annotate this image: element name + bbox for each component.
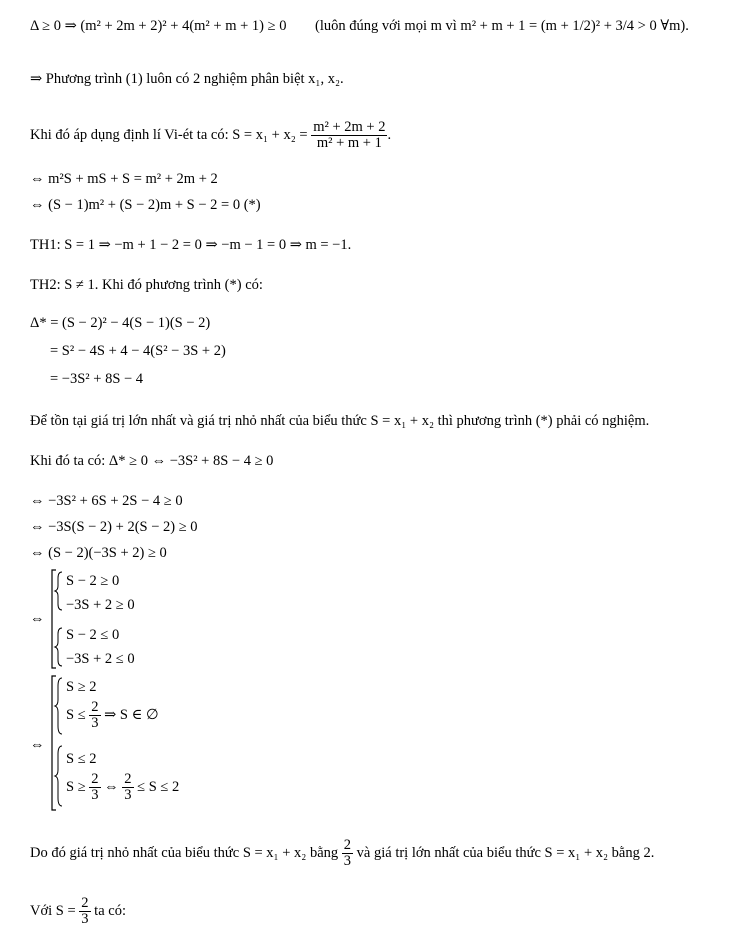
- two-roots-statement: ⇒ Phương trình (1) luôn có 2 nghiệm phân biệt x₁, x₂.: [30, 71, 344, 87]
- equivalence-arrow-1: ⇔: [30, 611, 45, 627]
- system-3-line-1: S ≥ 2: [66, 679, 97, 695]
- delta-condition: Δ ≥ 0 ⇒ (m² + 2m + 2)² + 4(m² + m + 1) ≥ 0: [30, 18, 287, 34]
- system-2-line-2: −3S + 2 ≤ 0: [66, 651, 135, 667]
- case-1: TH1: S = 1 ⇒ −m + 1 − 2 = 0 ⇒ −m − 1 = 0 ⇒ m = −1.: [30, 237, 352, 253]
- system-3-line-2: S ≤ $\frac{2}{3}$ ⇒ S ∈ ∅: [66, 699, 159, 731]
- equation-line-2: ⇔ (S − 1)m² + (S − 2)m + S − 2 = 0 (*): [30, 197, 261, 213]
- system-4-line-2: S ≥ $\frac{2}{3}$ ⇔ $\frac{2}{3}$ ≤ S ≤ 2: [66, 771, 180, 803]
- discriminant-line-2: = S² − 4S + 4 − 4(S² − 3S + 2): [50, 343, 226, 359]
- system-2-line-1: S − 2 ≤ 0: [66, 627, 120, 643]
- final-line: Với S = $\frac{2}{3}$ ta có:: [30, 895, 126, 927]
- delta-note: (luôn đúng với mọi m vì m² + m + 1 = (m + 1/2)² + 3/4 > 0 ∀m).: [315, 18, 689, 34]
- bracket-2: [46, 674, 68, 812]
- inequality-step-1: ⇔ −3S² + 6S + 2S − 4 ≥ 0: [30, 493, 183, 509]
- conclusion-line: Do đó giá trị nhỏ nhất của biểu thức S = x₁ + x₂ bằng $\frac{2}{3}$ và giá trị lớn nhất của biểu thức S = x₁ + x₂ bằng 2.: [30, 837, 655, 869]
- system-4-line-1: S ≤ 2: [66, 751, 97, 767]
- discriminant-line-3: = −3S² + 8S − 4: [50, 371, 144, 387]
- system-1-line-2: −3S + 2 ≥ 0: [66, 597, 135, 613]
- discriminant-inequality: Khi đó ta có: Δ* ≥ 0 ⇔ −3S² + 8S − 4 ≥ 0: [30, 453, 274, 469]
- equation-line-1: ⇔ m²S + mS + S = m² + 2m + 2: [30, 171, 218, 187]
- delta-condition-line: [30, 17, 286, 35]
- system-1-line-1: S − 2 ≥ 0: [66, 573, 120, 589]
- case-2: TH2: S ≠ 1. Khi đó phương trình (*) có:: [30, 277, 263, 293]
- vieta-fraction: $\frac{\text{m² + 2m + 2}}{\text{m² + m + 1}}$: [313, 119, 386, 151]
- discriminant-line-1: Δ* = (S − 2)² − 4(S − 1)(S − 2): [30, 315, 211, 331]
- equivalence-arrow-2: ⇔: [30, 737, 45, 753]
- bracket-1: [46, 568, 68, 670]
- existence-condition: Để tồn tại giá trị lớn nhất và giá trị nhỏ nhất của biểu thức S = x₁ + x₂ thì phương trình (*) phải có nghiệm.: [30, 413, 650, 429]
- inequality-step-2: ⇔ −3S(S − 2) + 2(S − 2) ≥ 0: [30, 519, 198, 535]
- inequality-step-3: ⇔ (S − 2)(−3S + 2) ≥ 0: [30, 545, 167, 561]
- vieta-line: Khi đó áp dụng định lí Vi-ét ta có: S = x₁ + x₂ = $\frac{\text{m² + 2m + 2}}{\text{m² + m + 1}}$ .: [30, 119, 392, 151]
